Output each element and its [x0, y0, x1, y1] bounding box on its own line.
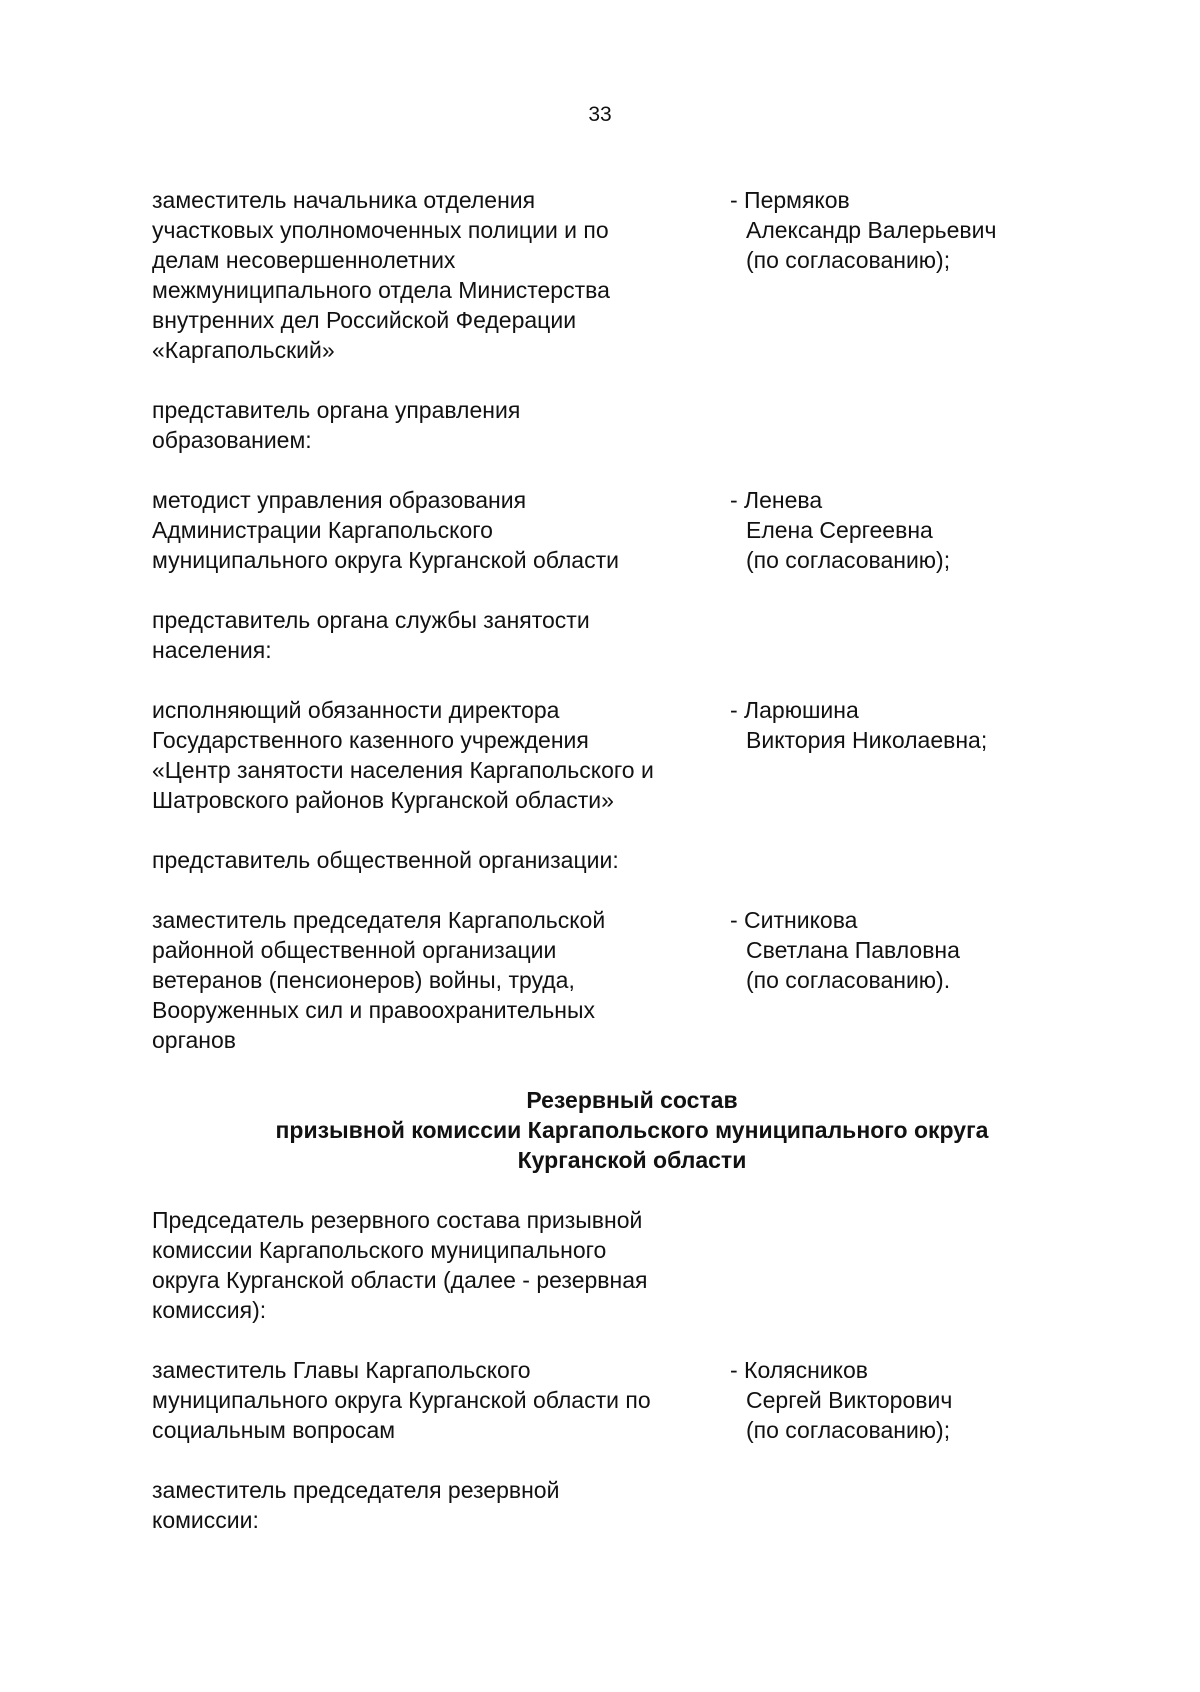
position-line: органов [152, 1027, 236, 1053]
name-line: Виктория Николаевна; [746, 727, 988, 753]
name-line: (по согласованию); [746, 1417, 951, 1443]
position-line: Администрации Каргапольского [152, 517, 493, 543]
member-entry-sitnikova [152, 905, 1072, 1055]
member-entry-permyakov [152, 185, 1072, 365]
reserve-section-heading [152, 1085, 1072, 1175]
label-line: представитель органа управления [152, 397, 521, 423]
position-line: «Каргапольский» [152, 337, 335, 363]
position-line: методист управления образования [152, 487, 527, 513]
name-line: - Пермяков [730, 187, 850, 213]
heading-line: призывной комиссии Каргапольского муниципального округа [275, 1117, 989, 1143]
name-line: - Ситникова [730, 907, 858, 933]
name-line: Сергей Викторович [746, 1387, 953, 1413]
member-name [730, 905, 1072, 995]
page-number: 33 [588, 103, 612, 126]
position-line: заместитель начальника отделения [152, 187, 536, 213]
position-line: муниципального округа Курганской области по [152, 1387, 651, 1413]
position-line: заместитель Главы Каргапольского [152, 1357, 531, 1383]
member-entry-kolyasnikov [152, 1355, 1072, 1445]
section-label-public [152, 845, 1072, 875]
position-line: ветеранов (пенсионеров) войны, труда, [152, 967, 575, 993]
position-line: заместитель председателя Каргапольской [152, 907, 606, 933]
position-line: социальным вопросам [152, 1417, 396, 1443]
section-label-reserve-deputy [152, 1475, 1072, 1535]
name-line: - Ларюшина [730, 697, 859, 723]
name-line: (по согласованию). [746, 967, 951, 993]
label-line: комиссия): [152, 1297, 267, 1323]
member-position [152, 905, 730, 1055]
member-position [152, 695, 730, 815]
position-line: муниципального округа Курганской области [152, 547, 619, 573]
name-line: (по согласованию); [746, 247, 951, 273]
member-entry-leneva [152, 485, 1072, 575]
member-position [152, 485, 730, 575]
label-line: образованием: [152, 427, 312, 453]
heading-line: Резервный состав [526, 1087, 738, 1113]
section-label-employment [152, 605, 1072, 665]
document-body [152, 185, 1072, 1535]
name-line: (по согласованию); [746, 547, 951, 573]
label-line: представитель органа службы занятости [152, 607, 590, 633]
member-name [730, 1355, 1072, 1445]
position-line: районной общественной организации [152, 937, 557, 963]
position-line: Шатровского районов Курганской области» [152, 787, 614, 813]
position-line: «Центр занятости населения Каргапольского и [152, 757, 654, 783]
member-name [730, 185, 1072, 275]
position-line: делам несовершеннолетних [152, 247, 456, 273]
name-line: Светлана Павловна [746, 937, 960, 963]
name-line: Елена Сергеевна [746, 517, 933, 543]
member-name [730, 485, 1072, 575]
position-line: межмуниципального отдела Министерства [152, 277, 610, 303]
label-line: заместитель председателя резервной [152, 1477, 560, 1503]
label-line: округа Курганской области (далее - резервная [152, 1267, 648, 1293]
label-line: Председатель резервного состава призывной [152, 1207, 643, 1233]
member-entry-laryushina [152, 695, 1072, 815]
member-position [152, 1355, 730, 1445]
label-line: комиссии Каргапольского муниципального [152, 1237, 607, 1263]
position-line: исполняющий обязанности директора [152, 697, 560, 723]
label-line: комиссии: [152, 1507, 259, 1533]
position-line: внутренних дел Российской Федерации [152, 307, 577, 333]
member-position [152, 185, 730, 365]
position-line: Государственного казенного учреждения [152, 727, 589, 753]
member-name [730, 695, 1072, 755]
position-line: Вооруженных сил и правоохранительных [152, 997, 596, 1023]
label-line: населения: [152, 637, 272, 663]
name-line: - Ленева [730, 487, 823, 513]
position-line: участковых уполномоченных полиции и по [152, 217, 609, 243]
name-line: Александр Валерьевич [746, 217, 997, 243]
label-line: представитель общественной организации: [152, 847, 619, 873]
heading-line: Курганской области [517, 1147, 747, 1173]
name-line: - Колясников [730, 1357, 868, 1383]
section-label-reserve-chair [152, 1205, 1072, 1325]
section-label-education [152, 395, 1072, 455]
